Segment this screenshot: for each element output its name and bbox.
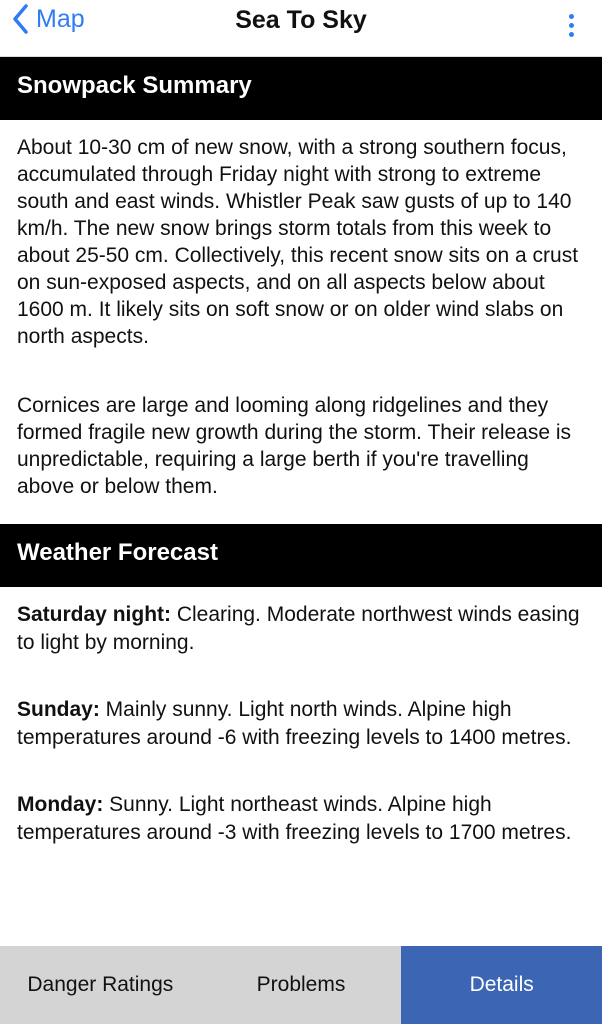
weather-forecast-heading: Weather Forecast (0, 524, 602, 587)
snowpack-summary-content (0, 120, 602, 500)
nav-bar (0, 0, 602, 57)
snowpack-summary-heading: Snowpack Summary (0, 57, 602, 120)
forecast-day: Monday: (17, 793, 104, 816)
forecast-item (17, 696, 585, 751)
snowpack-paragraph: Cornices are large and looming along ridgelines and they formed fragile new growth during the storm. Their release is unpredictable, requiring a large berth if you're travelling above or below them. (17, 394, 572, 498)
forecast-text: Mainly sunny. Light north winds. Alpine high temperatures around -6 with freezing levels to 1400 metres. (17, 698, 572, 749)
tab-danger-ratings[interactable]: Danger Ratings (27, 973, 174, 996)
forecast-text: Clearing. Moderate northwest winds easing to light by morning. (17, 603, 580, 654)
forecast-item (17, 791, 585, 846)
tab-problems[interactable]: Problems (256, 973, 346, 996)
forecast-day: Saturday night: (17, 603, 172, 626)
forecast-text: Sunny. Light northeast winds. Alpine high temperatures around -3 with freezing levels to 1700 metres. (17, 793, 572, 844)
tab-details[interactable]: Details (401, 946, 602, 1024)
page-title: Sea To Sky (235, 6, 367, 34)
more-options-icon[interactable] (569, 10, 574, 41)
forecast-item (17, 601, 585, 656)
bottom-tab-bar (0, 946, 602, 1024)
back-label: Map (36, 4, 85, 33)
weather-forecast-content (0, 587, 602, 846)
snowpack-paragraph: About 10-30 cm of new snow, with a strong southern focus, accumulated through Friday night with strong to extreme south and east winds. Whistler Peak saw gusts of up to 140 km/h. The new snow brings storm totals from this week to about 25-50 cm. Collectively, this recent snow sits on a crust on sun-exposed aspects, and on all aspects below about 1600 m. It likely sits on soft snow or on older wind slabs on north aspects. (17, 136, 579, 348)
forecast-day: Sunday: (17, 698, 100, 721)
